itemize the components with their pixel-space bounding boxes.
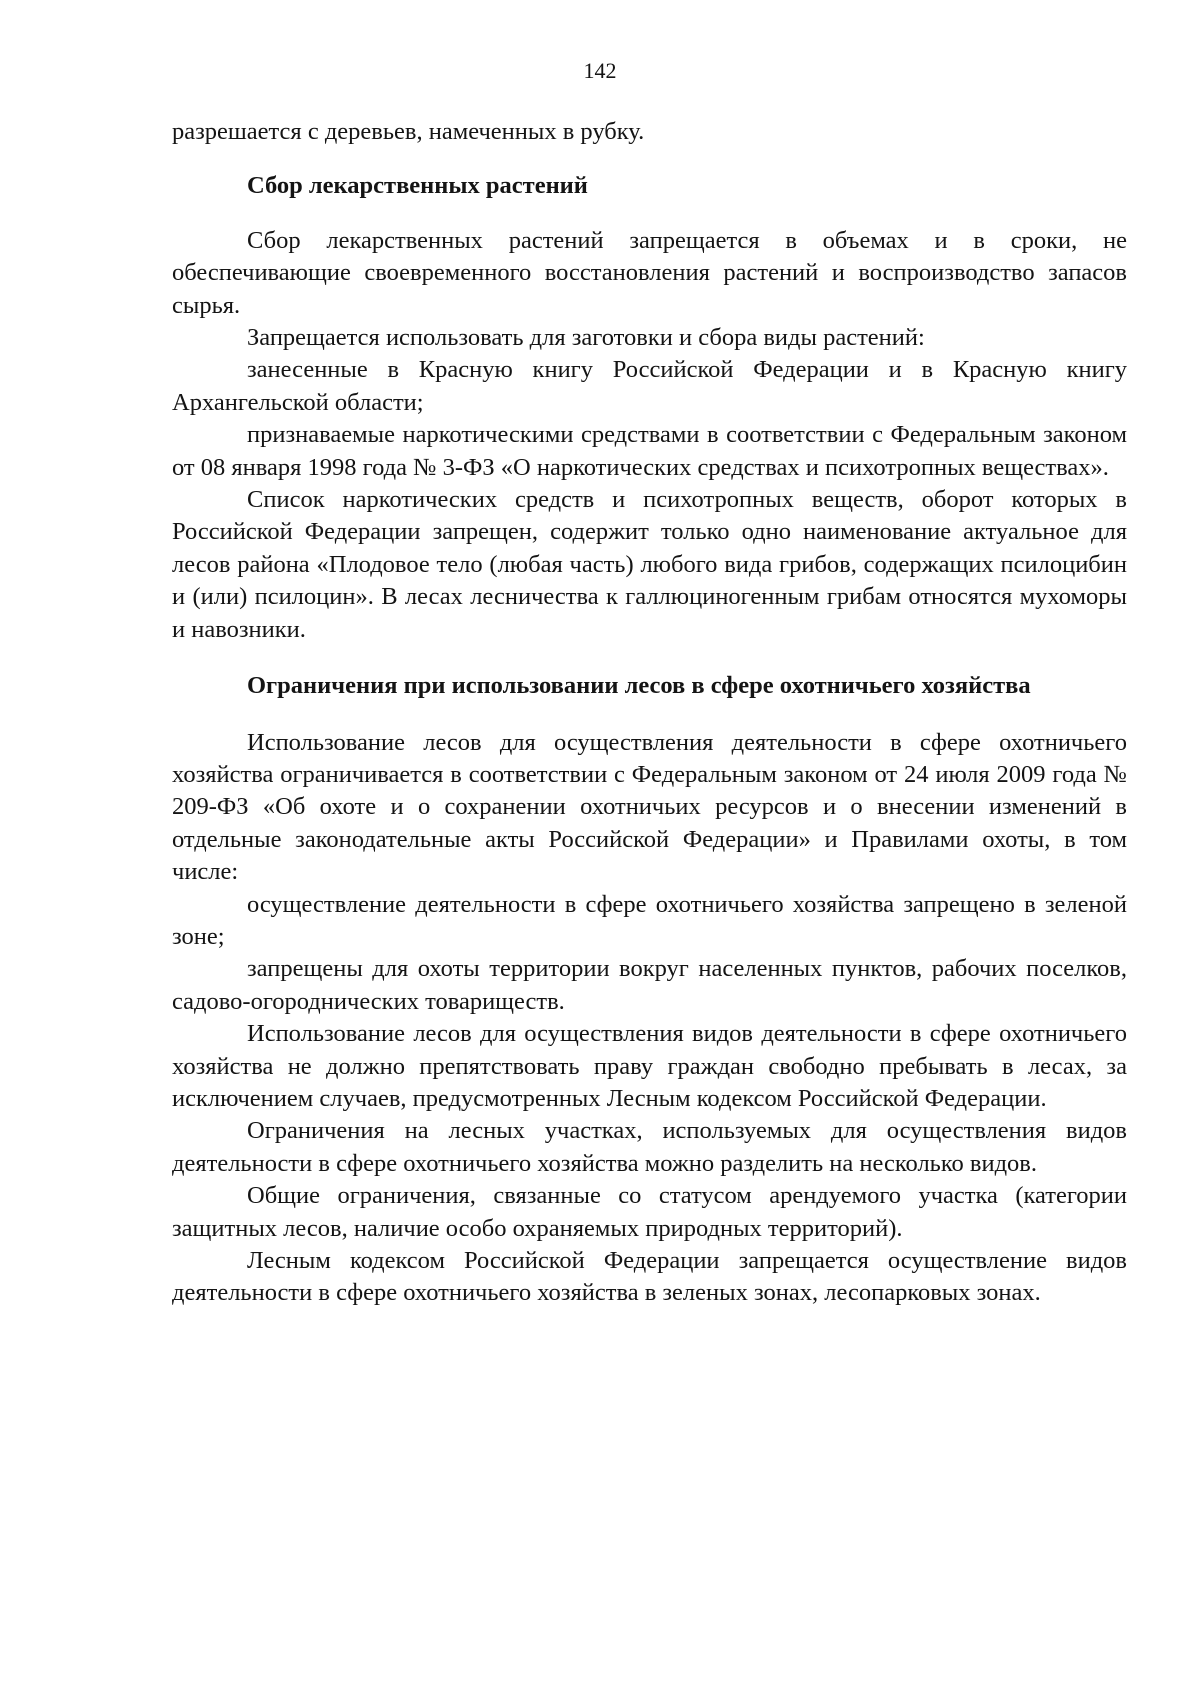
paragraph: Использование лесов для осуществления деятельности в сфере охотничьего хозяйства ограничивается в соответствии с Федеральным законом от 24 июля 2009 года № 209-ФЗ «Об охоте и о сохранении охотничьих ресурсов и о внесении изменений в отдельные законодательные акты Российской Федерации» и Правилами охоты, в том числе: — [172, 728, 1127, 886]
paragraph: Сбор лекарственных растений запрещается в объемах и в сроки, не обеспечивающие своевременного восстановления растений и воспроизводство запасов сырья. — [172, 226, 1127, 319]
paragraph: признаваемые наркотическими средствами в соответствии с Федеральным законом от 08 января 1998 года № 3-ФЗ «О наркотических средствах и психотропных веществах». — [172, 421, 1127, 481]
paragraph: запрещены для охоты территории вокруг населенных пунктов, рабочих поселков, садово-огороднических товариществ. — [172, 955, 1127, 1015]
paragraph: Запрещается использовать для заготовки и сбора виды растений: — [247, 324, 925, 352]
paragraph: Использование лесов для осуществления видов деятельности в сфере охотничьего хозяйства не должно препятствовать праву граждан свободно пребывать в лесах, за исключением случаев, предусмотренных Лесным кодексом Российской Федерации. — [172, 1020, 1127, 1112]
intro-line: разрешается с деревьев, намеченных в рубку. — [172, 118, 645, 145]
paragraph: Общие ограничения, связанные со статусом арендуемого участка (категории защитных лесов, наличие особо охраняемых природных территорий). — [172, 1182, 1127, 1242]
page-content — [172, 116, 1127, 1310]
paragraph: Ограничения на лесных участках, используемых для осуществления видов деятельности в сфере охотничьего хозяйства можно разделить на несколько видов. — [172, 1117, 1127, 1177]
paragraph: Лесным кодексом Российской Федерации запрещается осуществление видов деятельности в сфере охотничьего хозяйства в зеленых зонах, лесопарковых зонах. — [172, 1247, 1127, 1307]
paragraph: осуществление деятельности в сфере охотничьего хозяйства запрещено в зеленой зоне; — [172, 890, 1127, 950]
paragraph: Список наркотических средств и психотропных веществ, оборот которых в Российской Федерации запрещен, содержит только одно наименование актуальное для лесов района «Плодовое тело (любая часть) любого вида грибов, содержащих псилоцибин и (или) псилоцин». В лесах лесничества к галлюциногенным грибам относятся мухоморы и навозники. — [172, 486, 1127, 643]
page-number: 142 — [583, 58, 617, 83]
section-heading-hunting-restrictions: Ограничения при использовании лесов в сфере охотничьего хозяйства — [247, 672, 1031, 700]
section-heading-medicinal-plants: Сбор лекарственных растений — [247, 172, 588, 200]
section-medicinal-plants — [172, 225, 1127, 646]
paragraph: занесенные в Красную книгу Российской Федерации и в Красную книгу Архангельской области; — [172, 356, 1127, 416]
section-hunting-restrictions — [172, 727, 1127, 1310]
